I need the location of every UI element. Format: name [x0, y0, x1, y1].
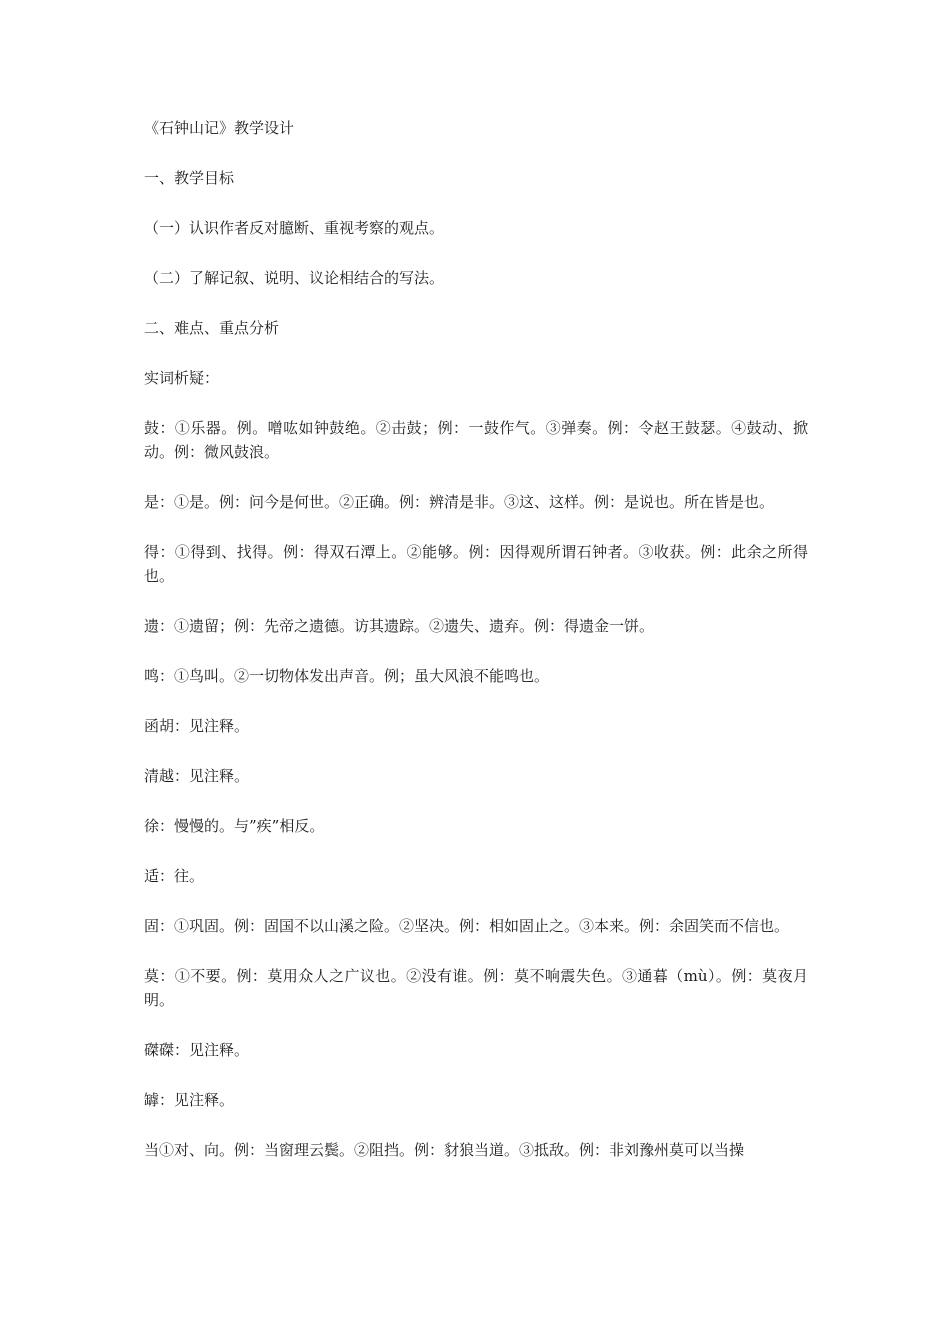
goal-item-1: （一）认识作者反对臆断、重视考察的观点。	[144, 219, 445, 237]
goal-item-2: （二）了解记叙、说明、议论相结合的写法。	[144, 269, 445, 287]
word-entry-de: 得：①得到、找得。例：得双石潭上。②能够。例：因得观所谓石钟者。③收获。例：此余之所得也。	[144, 543, 808, 585]
word-entry-hanhu: 函胡：见注释。	[144, 717, 250, 735]
word-entry-xia: 罅：见注释。	[144, 1091, 235, 1109]
document-title: 《石钟山记》教学设计	[144, 119, 295, 137]
word-entry-mo: 莫：①不要。例：莫用众人之广议也。②没有谁。例：莫不响震失色。③通暮（mù）。例：莫夜月明。	[144, 967, 808, 1009]
word-entry-gu: 鼓：①乐器。例。噌吰如钟鼓绝。②击鼓；例：一鼓作气。③弹奏。例：令赵王鼓瑟。④鼓动、掀动。例：微风鼓浪。	[144, 419, 808, 461]
word-entry-xu: 徐：慢慢的。与”疾”相反。	[144, 817, 325, 835]
document-body	[144, 116, 808, 1188]
subheading-word-analysis: 实词析疑：	[144, 369, 220, 387]
word-entry-yi: 遗：①遗留；例：先帝之遗德。访其遗踪。②遗失、遗弃。例：得遗金一饼。	[144, 617, 655, 635]
word-entry-ming: 鸣：①鸟叫。②一切物体发出声音。例；虽大风浪不能鸣也。	[144, 667, 550, 685]
word-entry-qingyue: 清越：见注释。	[144, 767, 250, 785]
word-entry-shi-go: 适：往。	[144, 867, 205, 885]
word-entry-gu-firm: 固：①巩固。例：固国不以山溪之险。②坚决。例：相如固止之。③本来。例：余固笑而不信也。	[144, 917, 790, 935]
word-entry-dang: 当①对、向。例：当窗理云鬓。②阻挡。例：豺狼当道。③抵敌。例：非刘豫州莫可以当操	[144, 1141, 745, 1159]
word-entry-zhezhe: 磔磔：见注释。	[144, 1041, 250, 1059]
heading-teaching-goals: 一、教学目标	[144, 169, 235, 187]
word-entry-shi: 是：①是。例：问今是何世。②正确。例：辨清是非。③这、这样。例：是说也。所在皆是也。	[144, 493, 775, 511]
heading-key-points: 二、难点、重点分析	[144, 319, 280, 337]
